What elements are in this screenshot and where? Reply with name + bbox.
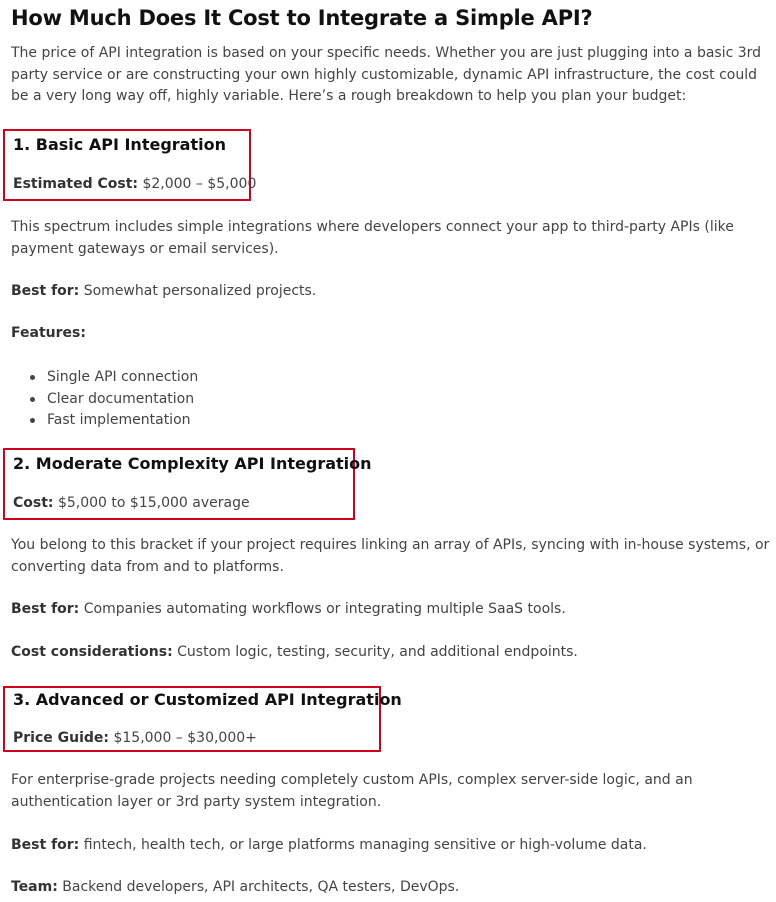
section-2-cost-value: $5,000 to $15,000 average: [53, 495, 250, 511]
section-3-best-for-value: fintech, health tech, or large platforms managing sensitive or high-volume data.: [79, 837, 647, 853]
section-3-best-for-label: Best for:: [11, 837, 80, 853]
section-3-highlight-box: [3, 686, 402, 752]
section-3-cost: [13, 728, 257, 748]
section-3-cost-label: Price Guide:: [13, 730, 110, 746]
bullet-icon: [30, 375, 35, 380]
list-item: [11, 367, 198, 389]
section-1-cost-label: Estimated Cost:: [13, 176, 139, 192]
section-2-cost: [13, 493, 250, 513]
section-3-description: For enterprise-grade projects needing completely custom APIs, complex server-side logic, and an authentication layer or 3rd party system integration.: [11, 772, 693, 810]
section-3-best-for: [11, 835, 773, 857]
section-1-description: This spectrum includes simple integrations where developers connect your app to third-party APIs (like payment gateways or email services).: [11, 219, 734, 257]
bullet-icon: [30, 418, 35, 423]
section-3-team: [11, 877, 773, 899]
section-2-considerations-label: Cost considerations:: [11, 644, 173, 660]
section-2-cost-label: Cost:: [13, 495, 54, 511]
section-1-best-for-label: Best for:: [11, 283, 80, 299]
section-1-cost: [13, 174, 256, 194]
intro-paragraph: The price of API integration is based on your specific needs. Whether you are just plugging into a basic 3rd party service or are constructing your own highly customizable, dynamic API infrastructure, the cost could be a very long way off, highly variable. Here’s a rough breakdown to help you plan your budget:: [11, 45, 762, 104]
section-3-team-value: Backend developers, API architects, QA testers, DevOps.: [57, 879, 460, 895]
section-2-heading: 2. Moderate Complexity API Integration: [13, 454, 372, 473]
section-2-cost-considerations: [11, 642, 773, 664]
section-2-best-for-label: Best for:: [11, 601, 80, 617]
section-2-highlight-box: [3, 448, 372, 520]
section-3-team-label: Team:: [11, 879, 58, 895]
section-3-heading: 3. Advanced or Customized API Integration: [13, 690, 402, 709]
section-2-description: You belong to this bracket if your project requires linking an array of APIs, syncing with in-house systems, or converting data from and to platforms.: [11, 537, 770, 575]
section-1-best-for: [11, 281, 773, 303]
bullet-icon: [30, 397, 35, 402]
section-2-best-for: [11, 599, 773, 621]
section-2-considerations-value: Custom logic, testing, security, and additional endpoints.: [172, 644, 578, 660]
section-2-best-for-value: Companies automating workflows or integrating multiple SaaS tools.: [79, 601, 566, 617]
section-1-highlight-box: [3, 129, 257, 201]
list-item-text: Single API connection: [47, 369, 199, 385]
section-1-features-list: [11, 367, 198, 432]
section-1-best-for-value: Somewhat personalized projects.: [79, 283, 317, 299]
list-item-text: Clear documentation: [47, 390, 195, 407]
section-1-heading: 1. Basic API Integration: [13, 135, 226, 154]
list-item: [11, 389, 198, 411]
page-title: How Much Does It Cost to Integrate a Simple API?: [11, 6, 593, 30]
section-1-features-heading: [11, 323, 773, 345]
section-1-cost-value: $2,000 – $5,000: [138, 176, 257, 192]
list-item: [11, 410, 198, 432]
section-1-features-label: Features:: [11, 325, 86, 341]
list-item-text: Fast implementation: [47, 412, 191, 428]
section-3-cost-value: $15,000 – $30,000+: [109, 730, 257, 746]
